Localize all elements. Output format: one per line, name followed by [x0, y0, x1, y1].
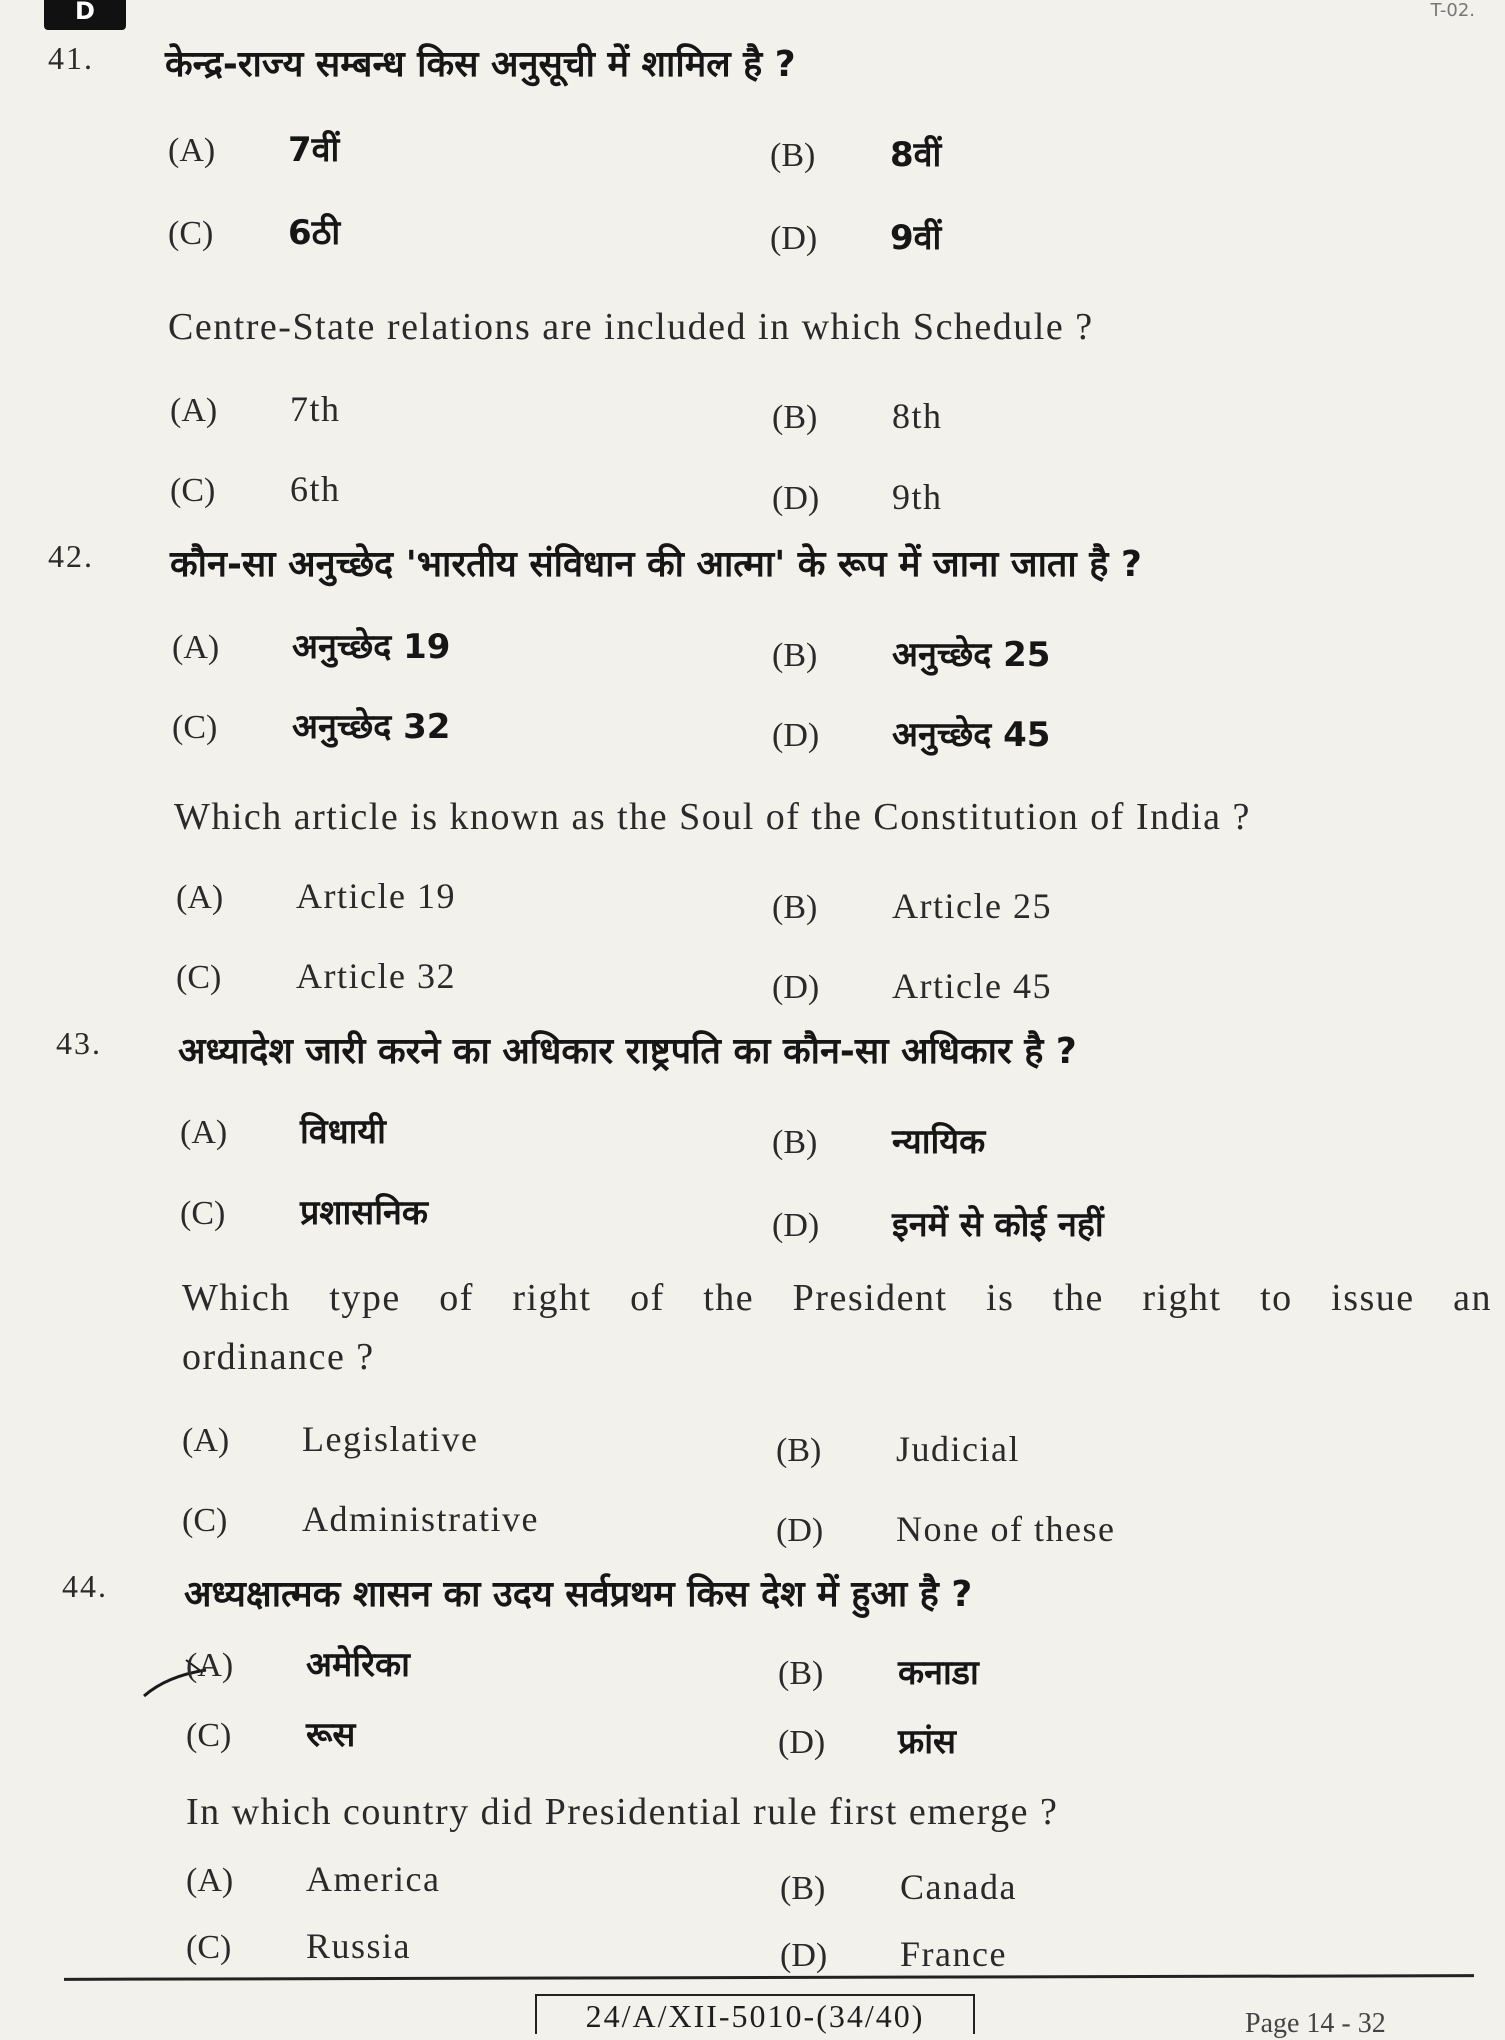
q43-english-option-b	[776, 1428, 1020, 1470]
q44-english-option-a	[186, 1858, 440, 1900]
option-text: Article 25	[892, 886, 1052, 926]
option-text: 8th	[892, 396, 943, 436]
q41-hindi-option-a	[168, 125, 339, 171]
question-41-english-text: Centre-State relations are included in which Schedule ?	[168, 306, 1094, 348]
q44-hindi-option-d	[778, 1717, 956, 1763]
question-44-english-text: In which country did Presidential rule first emerge ?	[186, 1791, 1059, 1833]
option-letter: (D)	[772, 717, 820, 754]
option-letter: (B)	[776, 1432, 822, 1469]
option-letter: (B)	[772, 637, 818, 674]
option-letter: (B)	[778, 1655, 824, 1692]
option-letter: (C)	[182, 1502, 228, 1539]
q41-english-option-b	[772, 395, 943, 437]
question-41-hindi-text: केन्द्र-राज्य सम्बन्ध किस अनुसूची में शामिल है ?	[165, 44, 796, 85]
q43-hindi-option-d	[772, 1200, 1104, 1246]
option-text: अनुच्छेद 45	[892, 715, 1051, 755]
option-letter: (A)	[170, 392, 218, 429]
option-letter: (C)	[176, 959, 222, 996]
option-letter: (D)	[772, 1207, 820, 1244]
option-letter: (C)	[180, 1195, 226, 1232]
option-text: अनुच्छेद 32	[292, 707, 451, 747]
option-text: फ्रांस	[898, 1722, 957, 1762]
option-text: America	[306, 1859, 441, 1899]
option-letter: (D)	[780, 1937, 828, 1974]
q42-english-option-c	[176, 955, 456, 997]
option-text: Legislative	[302, 1419, 479, 1459]
option-text: 7वीं	[288, 130, 340, 170]
option-text: कनाडा	[898, 1653, 979, 1693]
q41-english-option-c	[170, 468, 341, 510]
option-text: Administrative	[302, 1499, 539, 1539]
q44-hindi-option-c	[186, 1710, 355, 1756]
option-text: Canada	[900, 1867, 1017, 1907]
option-text: विधायी	[300, 1112, 386, 1152]
option-letter: (B)	[772, 889, 818, 926]
q43-hindi-option-a	[180, 1107, 386, 1153]
option-text: अमेरिका	[306, 1645, 410, 1685]
option-letter: (D)	[770, 220, 818, 257]
question-43-english-text-line-2: ordinance ?	[182, 1336, 375, 1378]
option-text: Article 32	[296, 956, 456, 996]
option-letter: (D)	[778, 1724, 826, 1761]
option-text: 6ठी	[288, 213, 341, 253]
option-letter: (A)	[186, 1862, 234, 1899]
question-43-hindi-text: अध्यादेश जारी करने का अधिकार राष्ट्रपति का कौन-सा अधिकार है ?	[178, 1031, 1077, 1072]
question-43-english-text-line-1: Which type of right of the President is the right to issue an	[182, 1277, 1492, 1319]
option-letter: (C)	[168, 215, 214, 252]
q41-hindi-option-c	[168, 208, 340, 254]
question-41-number: 41.	[48, 40, 94, 76]
q42-hindi-option-a	[172, 622, 450, 668]
footer-divider	[64, 1974, 1474, 1981]
corner-mark: T-02.	[1430, 0, 1475, 21]
option-text: अनुच्छेद 19	[292, 627, 451, 667]
q43-english-option-d	[776, 1508, 1115, 1550]
option-text: 9th	[892, 477, 943, 517]
q42-english-option-d	[772, 965, 1052, 1007]
page-number: Page 14 - 32	[1245, 2008, 1386, 2039]
question-42-number: 42.	[48, 538, 94, 574]
option-letter: (A)	[180, 1114, 228, 1151]
question-44-hindi-text: अध्यक्षात्मक शासन का उदय सर्वप्रथम किस देश में हुआ है ?	[184, 1574, 973, 1615]
q42-hindi-option-b	[772, 630, 1050, 676]
option-text: Judicial	[896, 1429, 1020, 1469]
option-text: Russia	[306, 1926, 412, 1966]
q42-hindi-option-c	[172, 702, 450, 748]
q41-english-option-d	[772, 476, 943, 518]
option-text: Article 45	[892, 966, 1052, 1006]
option-letter: (A)	[176, 879, 224, 916]
question-42-hindi-text: कौन-सा अनुच्छेद 'भारतीय संविधान की आत्मा' के रूप में जाना जाता है ?	[170, 544, 1142, 585]
paper-code-box: 24/A/XII-5010-(34/40)	[535, 1994, 975, 2034]
question-43-number: 43.	[56, 1025, 102, 1061]
question-44-number: 44.	[62, 1568, 108, 1604]
option-letter: (C)	[170, 472, 216, 509]
option-letter: (A)	[168, 132, 216, 169]
q42-english-option-a	[176, 875, 456, 917]
q44-english-option-b	[780, 1866, 1017, 1908]
q42-hindi-option-d	[772, 710, 1050, 756]
q44-hindi-option-b	[778, 1648, 979, 1694]
option-text: 8वीं	[890, 135, 942, 175]
option-text: रूस	[306, 1715, 356, 1755]
q43-english-option-a	[182, 1418, 478, 1460]
option-letter: (B)	[780, 1870, 826, 1907]
option-letter: (A)	[186, 1647, 234, 1684]
option-letter: (D)	[776, 1512, 824, 1549]
option-letter: (C)	[186, 1717, 232, 1754]
option-letter: (B)	[770, 137, 816, 174]
q44-hindi-option-a	[186, 1640, 410, 1686]
set-label-badge: D	[44, 0, 126, 30]
option-text: न्यायिक	[892, 1122, 986, 1162]
question-42-english-text: Which article is known as the Soul of the Constitution of India ?	[174, 796, 1251, 838]
option-letter: (C)	[186, 1929, 232, 1966]
q44-english-option-d	[780, 1933, 1007, 1975]
q43-hindi-option-b	[772, 1117, 985, 1163]
q41-hindi-option-b	[770, 130, 941, 176]
option-text: इनमें से कोई नहीं	[892, 1205, 1104, 1245]
option-text: Article 19	[296, 876, 456, 916]
q41-english-option-a	[170, 388, 341, 430]
option-text: 9वीं	[890, 218, 942, 258]
option-letter: (D)	[772, 969, 820, 1006]
option-text: 6th	[290, 469, 341, 509]
option-letter: (D)	[772, 480, 820, 517]
option-letter: (B)	[772, 399, 818, 436]
option-text: France	[900, 1934, 1007, 1974]
q43-english-option-c	[182, 1498, 539, 1540]
q42-english-option-b	[772, 885, 1052, 927]
option-letter: (B)	[772, 1124, 818, 1161]
option-text: अनुच्छेद 25	[892, 635, 1051, 675]
option-letter: (A)	[172, 629, 220, 666]
q43-hindi-option-c	[180, 1188, 428, 1234]
option-text: 7th	[290, 389, 341, 429]
option-letter: (A)	[182, 1422, 230, 1459]
q41-hindi-option-d	[770, 213, 941, 259]
option-letter: (C)	[172, 709, 218, 746]
option-text: None of these	[896, 1509, 1116, 1549]
option-text: प्रशासनिक	[300, 1193, 429, 1233]
q44-english-option-c	[186, 1925, 411, 1967]
